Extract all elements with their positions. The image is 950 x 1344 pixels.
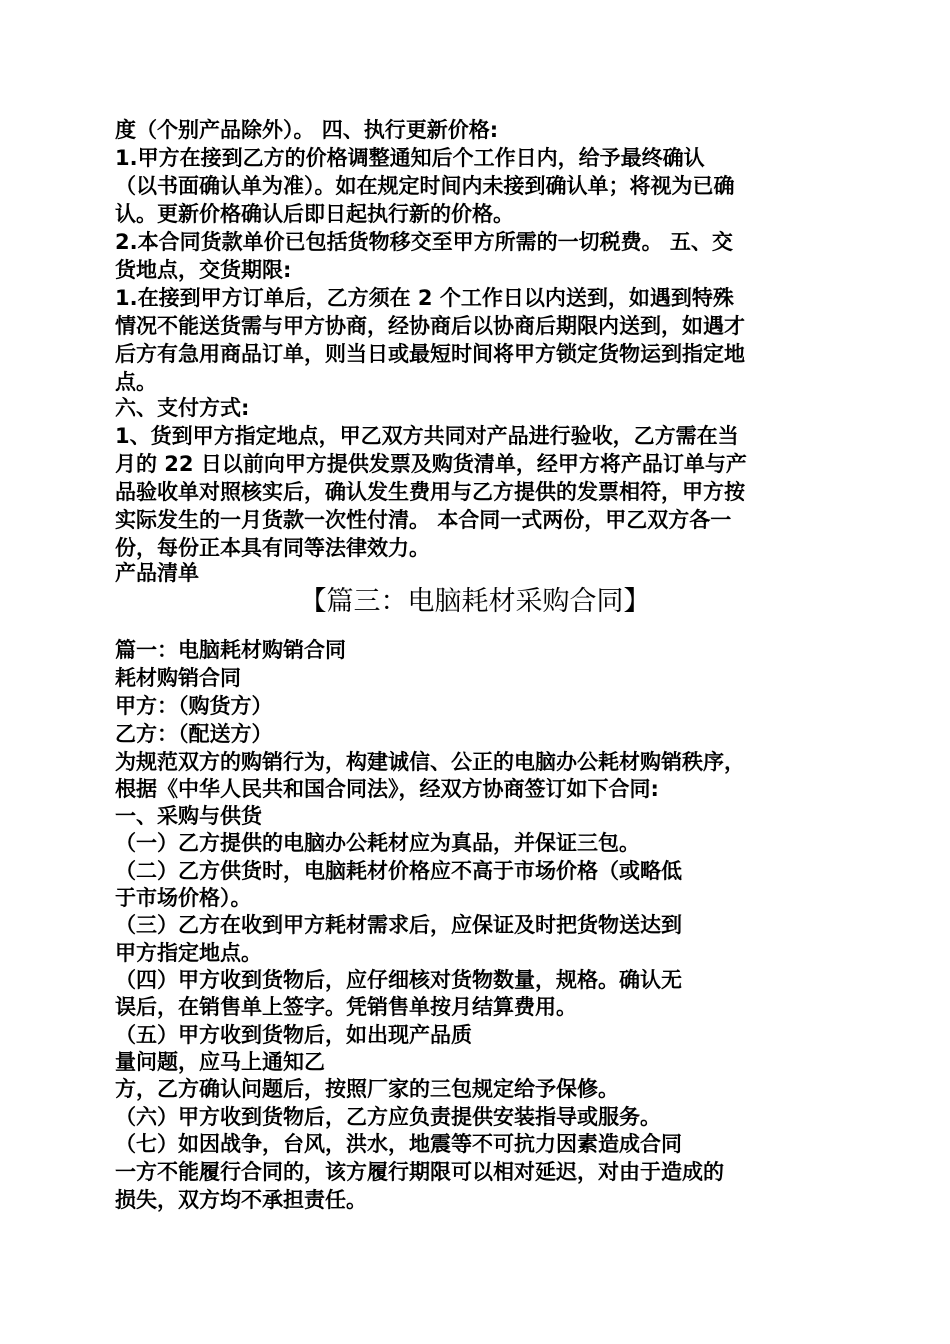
text-line: 货地点，交货期限: xyxy=(115,258,292,282)
text-line: 损失，双方均不承担责任。 xyxy=(115,1188,367,1212)
text-line: 误后，在销售单上签字。凭销售单按月结算费用。 xyxy=(115,995,577,1019)
text-line: 1、货到甲方指定地点，甲乙双方共同对产品进行验收，乙方需在当 xyxy=(115,424,739,448)
text-line: 品验收单对照核实后，确认发生费用与乙方提供的发票相符，甲方按 xyxy=(115,480,745,504)
text-line: 认。更新价格确认后即日起执行新的价格。 xyxy=(115,202,514,226)
text-line: 为规范双方的购销行为，构建诚信、公正的电脑办公耗材购销秩序， xyxy=(115,750,745,774)
text-line: （四）甲方收到货物后，应仔细核对货物数量，规格。确认无 xyxy=(115,968,682,992)
text-line: （三）乙方在收到甲方耗材需求后，应保证及时把货物送达到 xyxy=(115,913,682,937)
text-line: （以书面确认单为准）。如在规定时间内未接到确认单；将视为已确 xyxy=(115,174,735,198)
text-line: 根据《中华人民共和国合同法》，经双方协商签订如下合同: xyxy=(115,777,659,801)
text-line: 产品清单 xyxy=(115,561,199,585)
text-line: 1.在接到甲方订单后，乙方须在 2 个工作日以内送到，如遇到特殊 xyxy=(115,286,734,310)
text-line: （七）如因战争，台风，洪水，地震等不可抗力因素造成合同 xyxy=(115,1132,682,1156)
text-line: 方，乙方确认问题后，按照厂家的三包规定给予保修。 xyxy=(115,1077,619,1101)
text-line: 一、采购与供货 xyxy=(115,804,262,828)
text-line: 耗材购销合同 xyxy=(115,666,241,690)
text-line: 后方有急用商品订单，则当日或最短时间将甲方锁定货物运到指定地 xyxy=(115,342,745,366)
text-line: 1.甲方在接到乙方的价格调整通知后个工作日内，给予最终确认 xyxy=(115,146,705,170)
text-line: 月的 22 日以前向甲方提供发票及购货清单，经甲方将产品订单与产 xyxy=(115,452,747,476)
text-line: （一）乙方提供的电脑办公耗材应为真品，并保证三包。 xyxy=(115,831,640,855)
text-line: 六、支付方式: xyxy=(115,396,250,420)
text-line: 份，每份正本具有同等法律效力。 xyxy=(115,536,430,560)
text-line: 篇一：电脑耗材购销合同 xyxy=(115,638,346,662)
text-line: 乙方：（配送方） xyxy=(115,722,273,746)
text-line: 一方不能履行合同的，该方履行期限可以相对延迟，对由于造成的 xyxy=(115,1160,724,1184)
text-line: 于市场价格）。 xyxy=(115,886,252,910)
text-line: 点。 xyxy=(115,370,157,394)
text-line: （六）甲方收到货物后，乙方应负责提供安装指导或服务。 xyxy=(115,1105,661,1129)
text-line: 量问题，应马上通知乙 xyxy=(115,1050,325,1074)
text-line: 度（个别产品除外）。 四、执行更新价格: xyxy=(115,118,499,142)
text-line: 甲方：（购货方） xyxy=(115,694,273,718)
text-line: 实际发生的一月货款一次性付清。 本合同一式两份，甲乙双方各一 xyxy=(115,508,732,532)
text-line: 2.本合同货款单价已包括货物移交至甲方所需的一切税费。 五、交 xyxy=(115,230,733,254)
section-heading: 【篇三：电脑耗材采购合同】 xyxy=(299,586,651,617)
text-line: 情况不能送货需与甲方协商，经协商后以协商后期限内送到，如遇才 xyxy=(115,314,745,338)
text-line: （五）甲方收到货物后，如出现产品质 xyxy=(115,1023,472,1047)
text-line: （二）乙方供货时，电脑耗材价格应不高于市场价格（或略低 xyxy=(115,859,682,883)
text-line: 甲方指定地点。 xyxy=(115,941,262,965)
